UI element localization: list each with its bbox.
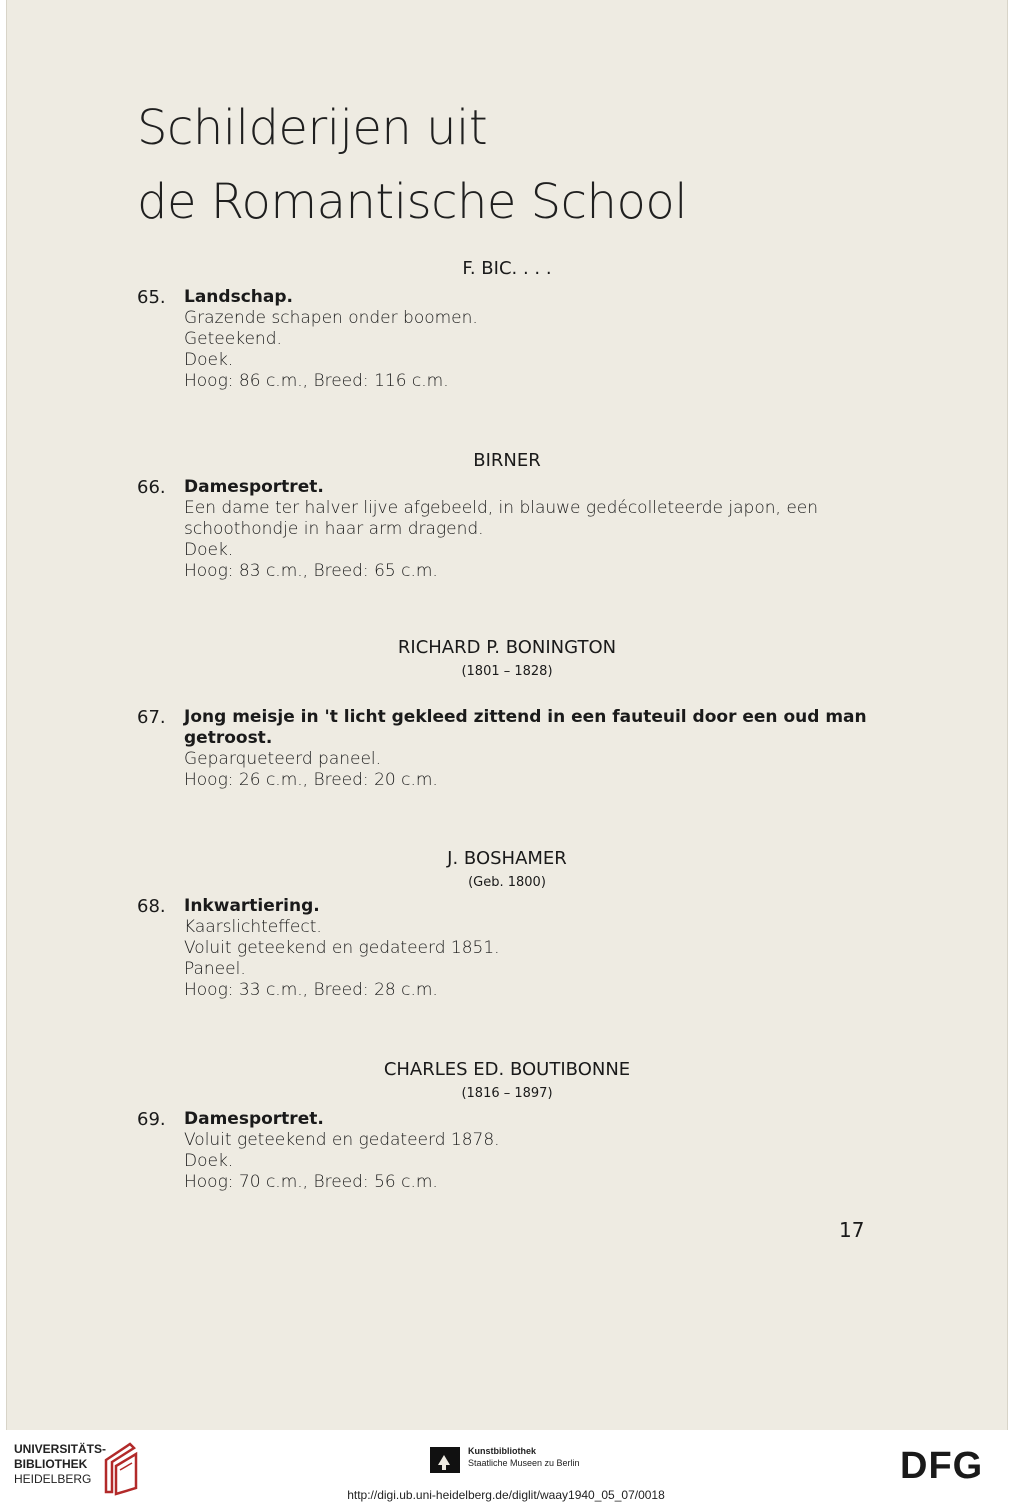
entry-title: Damesportret. — [184, 477, 324, 497]
catalog-entry — [137, 287, 867, 392]
artist-dates: (Geb. 1800) — [468, 875, 546, 890]
entry-number: 65. — [137, 287, 166, 308]
page-title-line-2: de Romantische School — [137, 174, 688, 230]
kb-line-1: Kunstbibliothek — [468, 1446, 536, 1456]
artist-heading: J. BOSHAMER — [447, 848, 567, 869]
catalog-entry — [137, 477, 867, 582]
entry-line: Voluit geteekend en gedateerd 1851. — [184, 938, 500, 958]
artist-heading: CHARLES ED. BOUTIBONNE — [383, 1059, 631, 1080]
ub-line-2: BIBLIOTHEK — [14, 1457, 88, 1471]
entry-line: schoothondje in haar arm dragend. — [184, 519, 484, 539]
ub-line-3: HEIDELBERG — [14, 1472, 92, 1486]
page-number: 17 — [839, 1218, 865, 1242]
page-title-line-1: Schilderijen uit — [137, 100, 488, 156]
entry-line: Paneel. — [184, 959, 246, 979]
entry-title: Jong meisje in 't licht gekleed zittend in een fauteuil door een oud man — [184, 707, 867, 727]
artist-dates: (1816 – 1897) — [461, 1086, 553, 1101]
entry-line: Grazende schapen onder boomen. — [184, 308, 478, 328]
ub-line-1: UNIVERSITÄTS- — [14, 1442, 107, 1456]
entry-title-continued: getroost. — [184, 728, 273, 748]
entry-number: 66. — [137, 477, 166, 498]
entry-line: Kaarslichteffect. — [184, 917, 322, 937]
entry-line: Geparqueteerd paneel. — [184, 749, 382, 769]
entry-number: 67. — [137, 707, 166, 728]
entry-line: Geteekend. — [184, 329, 282, 349]
kb-line-2: Staatliche Museen zu Berlin — [468, 1458, 580, 1468]
artist-heading: F. BIC. . . . — [462, 258, 552, 279]
kunstbibliothek-wordmark — [468, 1445, 580, 1469]
entry-line: Hoog: 26 c.m., Breed: 20 c.m. — [184, 770, 438, 790]
entry-line: Doek. — [184, 1151, 234, 1171]
catalog-entry — [137, 707, 867, 791]
entry-number: 68. — [137, 896, 166, 917]
entry-line: Hoog: 86 c.m., Breed: 116 c.m. — [184, 371, 449, 391]
kunstbibliothek-logo-icon — [430, 1447, 460, 1473]
source-url-link[interactable]: http://digi.ub.uni-heidelberg.de/diglit/waay1940_05_07/0018 — [347, 1488, 665, 1502]
artist-heading: RICHARD P. BONINGTON — [397, 637, 617, 658]
entry-line: Doek. — [184, 350, 234, 370]
artist-heading: BIRNER — [473, 450, 541, 471]
entry-line: Hoog: 70 c.m., Breed: 56 c.m. — [184, 1172, 438, 1192]
entry-number: 69. — [137, 1109, 166, 1130]
document-page — [6, 0, 1008, 1430]
entry-title: Landschap. — [184, 287, 293, 307]
catalog-entry — [137, 896, 867, 1001]
entry-line: Hoog: 83 c.m., Breed: 65 c.m. — [184, 561, 438, 581]
entry-line: Een dame ter halver lijve afgebeeld, in blauwe gedécolleteerde japon, een — [184, 498, 819, 518]
catalog-entry — [137, 1109, 867, 1193]
entry-line: Voluit geteekend en gedateerd 1878. — [184, 1130, 500, 1150]
entry-title: Inkwartiering. — [184, 896, 320, 916]
entry-line: Hoog: 33 c.m., Breed: 28 c.m. — [184, 980, 438, 1000]
entry-title: Damesportret. — [184, 1109, 324, 1129]
entry-line: Doek. — [184, 540, 234, 560]
artist-dates: (1801 – 1828) — [461, 664, 553, 679]
dfg-logo: DFG — [900, 1445, 984, 1487]
ub-heidelberg-wordmark — [14, 1442, 106, 1487]
